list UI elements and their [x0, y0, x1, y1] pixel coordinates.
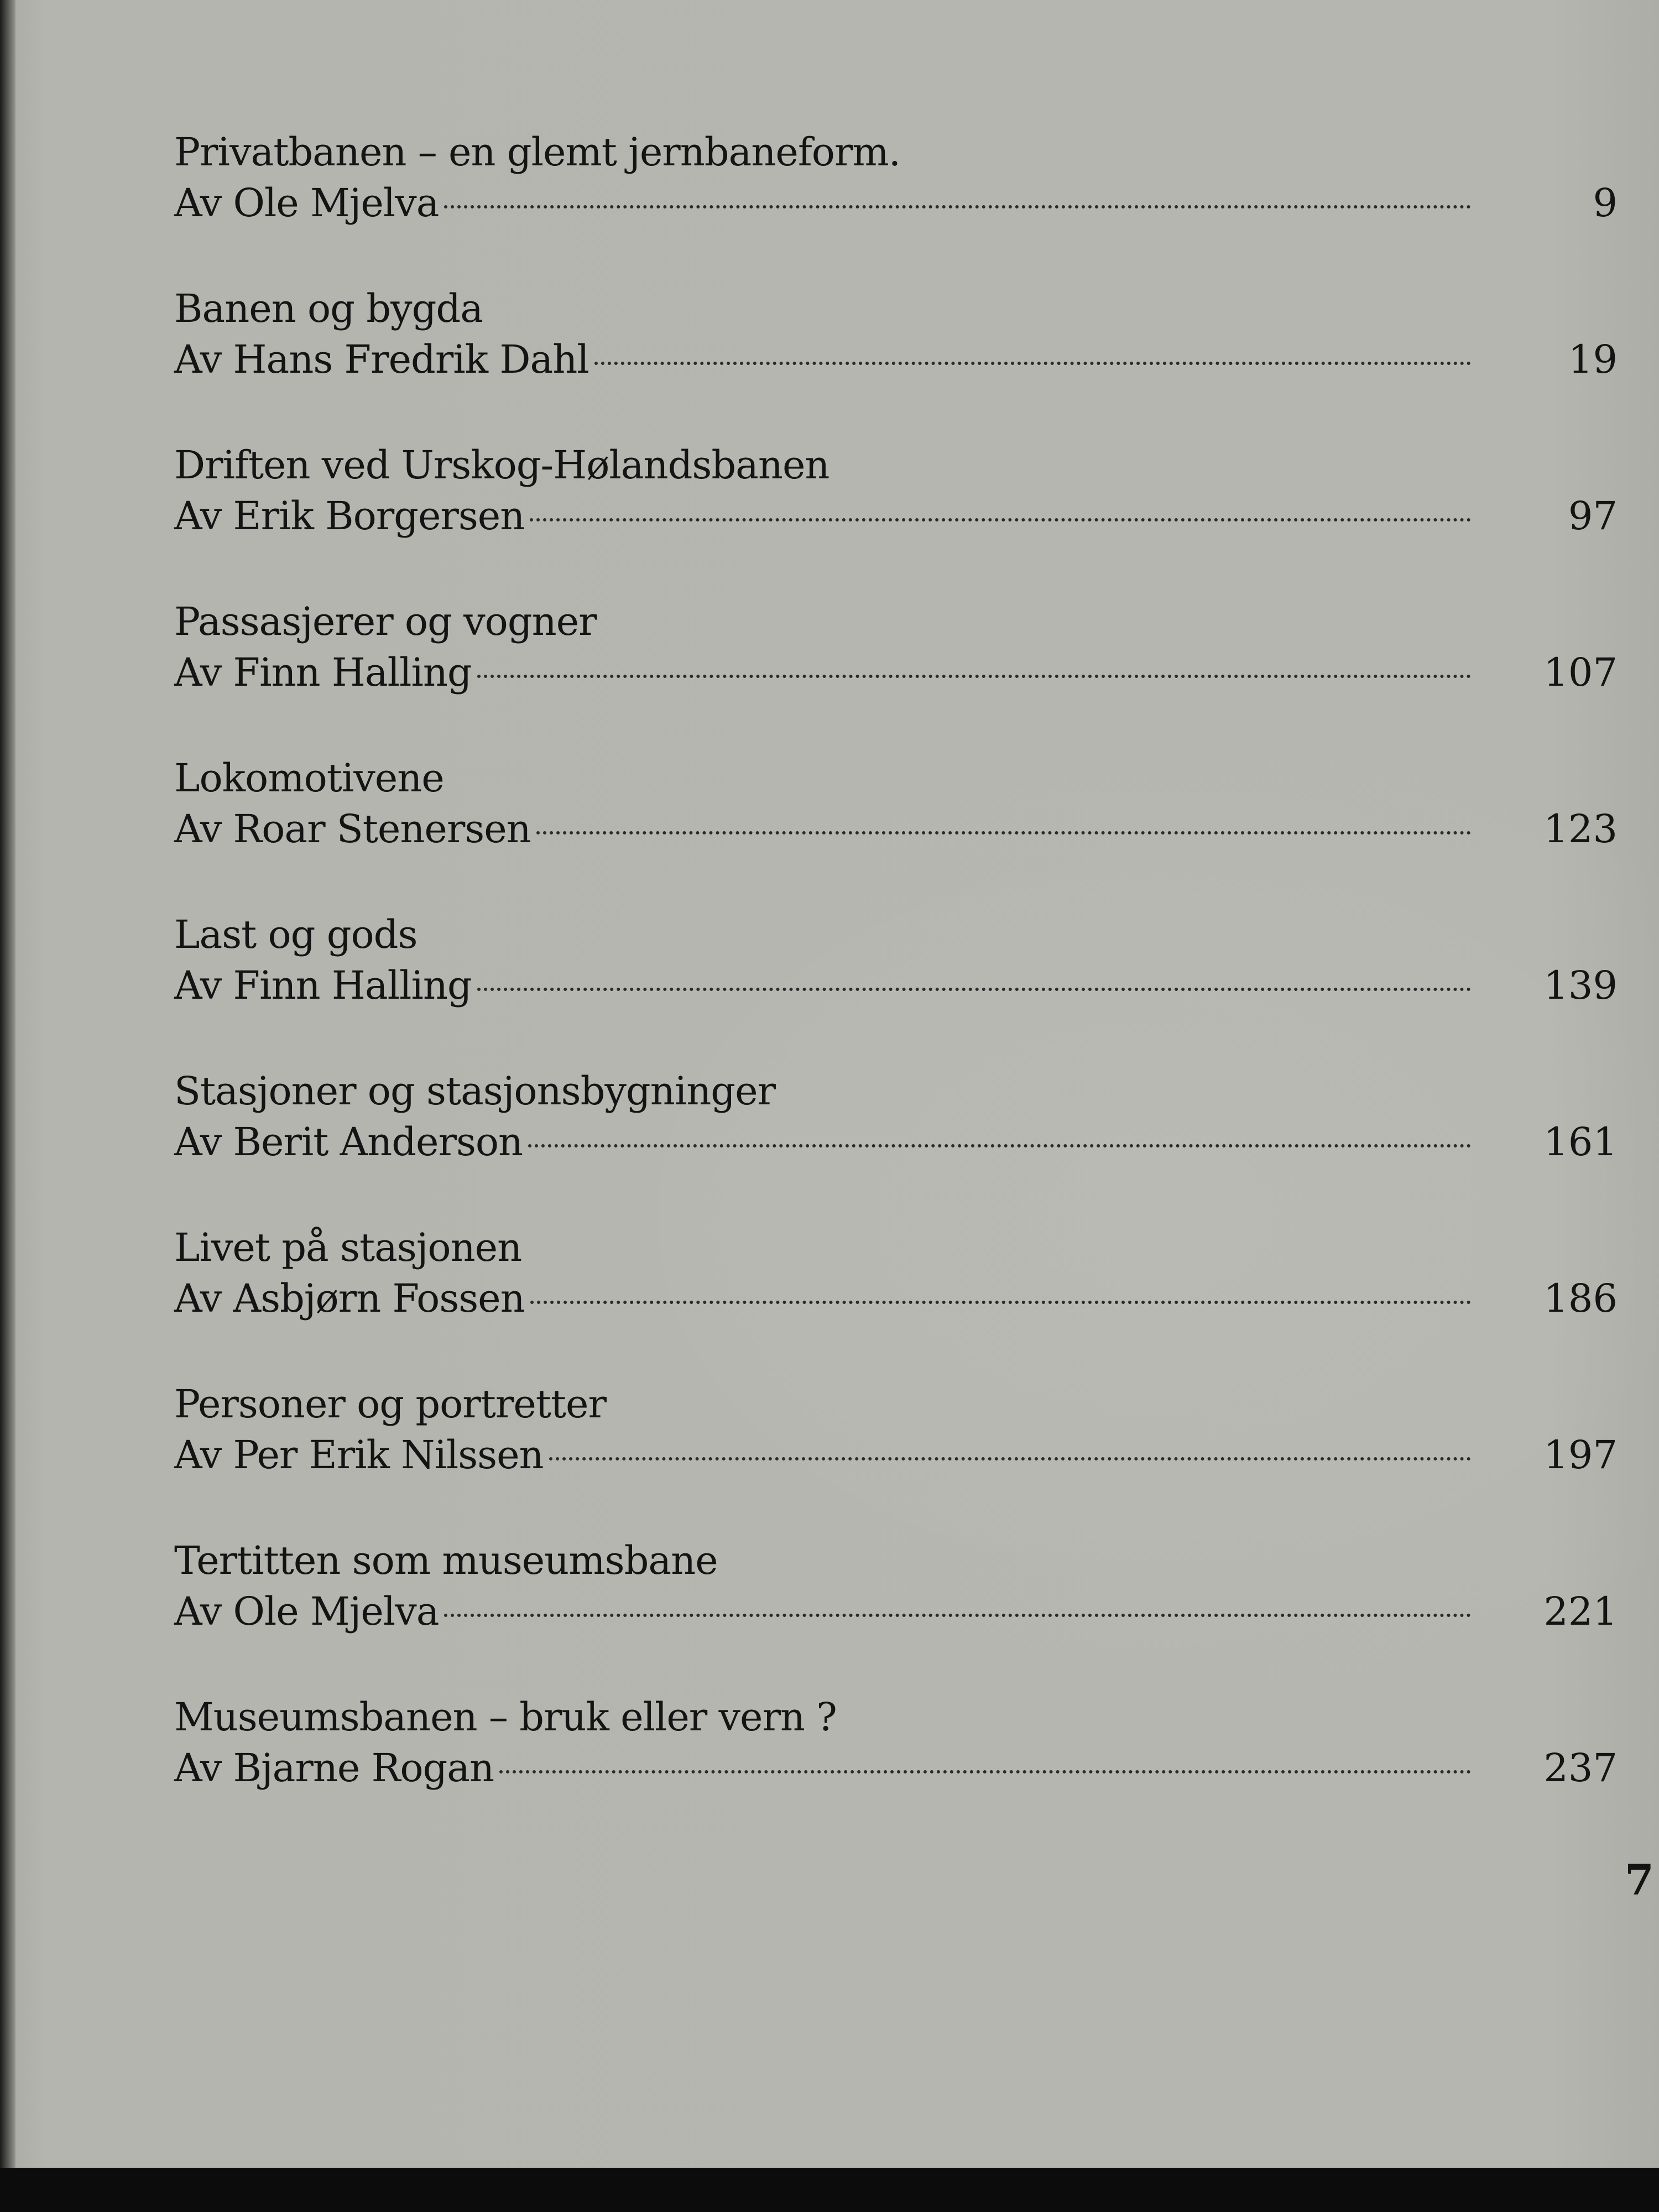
- toc-entry: [174, 1692, 1623, 1803]
- dot-leader: [536, 831, 1471, 834]
- toc-entry: [174, 753, 1623, 864]
- entry-page-number: 161: [1543, 1119, 1618, 1165]
- entry-title: Passasjerer og vogner: [174, 599, 597, 644]
- entry-author: Av Erik Borgersen: [174, 493, 525, 539]
- toc-entry: [174, 440, 1623, 551]
- entry-title: Lokomotivene: [174, 755, 444, 801]
- toc-entry: [174, 1379, 1623, 1490]
- entry-author-row: [174, 1743, 1471, 1793]
- toc-entry: [174, 1536, 1623, 1646]
- entry-author-row: [174, 1274, 1471, 1323]
- entry-title: Privatbanen – en glemt jernbaneform.: [174, 129, 901, 175]
- background-band: [0, 2168, 1659, 2212]
- entry-author: Av Ole Mjelva: [174, 1589, 439, 1634]
- dot-leader: [549, 1457, 1471, 1460]
- dot-leader: [444, 1614, 1471, 1617]
- entry-author: Av Hans Fredrik Dahl: [174, 337, 589, 382]
- entry-page-number: 97: [1568, 493, 1618, 539]
- entry-author-row: [174, 178, 1471, 228]
- dot-leader: [499, 1770, 1471, 1773]
- entry-author-row: [174, 491, 1471, 541]
- entry-page-number: 123: [1543, 806, 1618, 852]
- folio-page-number: 7: [1625, 1855, 1654, 1905]
- dot-leader: [477, 675, 1471, 678]
- entry-author-row: [174, 1587, 1471, 1636]
- dot-leader: [528, 1144, 1471, 1147]
- entry-author: Av Roar Stenersen: [174, 806, 531, 852]
- toc-entry: [174, 127, 1623, 238]
- entry-author-row: [174, 961, 1471, 1010]
- entry-title: Tertitten som museumsbane: [174, 1538, 718, 1583]
- entry-title: Museumsbanen – bruk eller vern ?: [174, 1694, 837, 1740]
- toc-entry: [174, 910, 1623, 1020]
- dot-leader: [530, 518, 1471, 521]
- entry-author: Av Finn Halling: [174, 650, 472, 695]
- binding-shadow: [0, 0, 15, 2168]
- entry-author: Av Berit Anderson: [174, 1119, 523, 1165]
- entry-author-row: [174, 1430, 1471, 1480]
- entry-author: Av Asbjørn Fossen: [174, 1276, 525, 1321]
- entry-page-number: 139: [1543, 963, 1618, 1008]
- entry-author: Av Per Erik Nilssen: [174, 1432, 544, 1478]
- dot-leader: [530, 1301, 1471, 1304]
- entry-title: Last og gods: [174, 912, 418, 957]
- entry-title: Livet på stasjonen: [174, 1225, 522, 1270]
- toc-entry: [174, 284, 1623, 394]
- entry-author-row: [174, 648, 1471, 697]
- entry-author: Av Bjarne Rogan: [174, 1745, 494, 1791]
- entry-author: Av Finn Halling: [174, 963, 472, 1008]
- entry-title: Personer og portretter: [174, 1381, 606, 1427]
- entry-author-row: [174, 804, 1471, 854]
- entry-page-number: 186: [1543, 1276, 1618, 1321]
- entry-author: Av Ole Mjelva: [174, 180, 439, 226]
- toc-entry: [174, 1066, 1623, 1177]
- dot-leader: [444, 205, 1471, 208]
- toc-entry: [174, 1223, 1623, 1333]
- dot-leader: [594, 362, 1471, 365]
- entry-page-number: 19: [1568, 337, 1618, 382]
- dot-leader: [477, 988, 1471, 991]
- entry-author-row: [174, 335, 1471, 384]
- entry-title: Banen og bygda: [174, 286, 483, 331]
- entry-title: Driften ved Urskog-Hølandsbanen: [174, 442, 830, 488]
- entry-author-row: [174, 1117, 1471, 1167]
- toc-entry: [174, 597, 1623, 707]
- entry-page-number: 107: [1543, 650, 1618, 695]
- entry-page-number: 237: [1543, 1745, 1618, 1791]
- entry-page-number: 221: [1543, 1589, 1618, 1634]
- entry-title: Stasjoner og stasjonsbygninger: [174, 1068, 775, 1114]
- entry-page-number: 9: [1593, 180, 1618, 226]
- entry-page-number: 197: [1543, 1432, 1618, 1478]
